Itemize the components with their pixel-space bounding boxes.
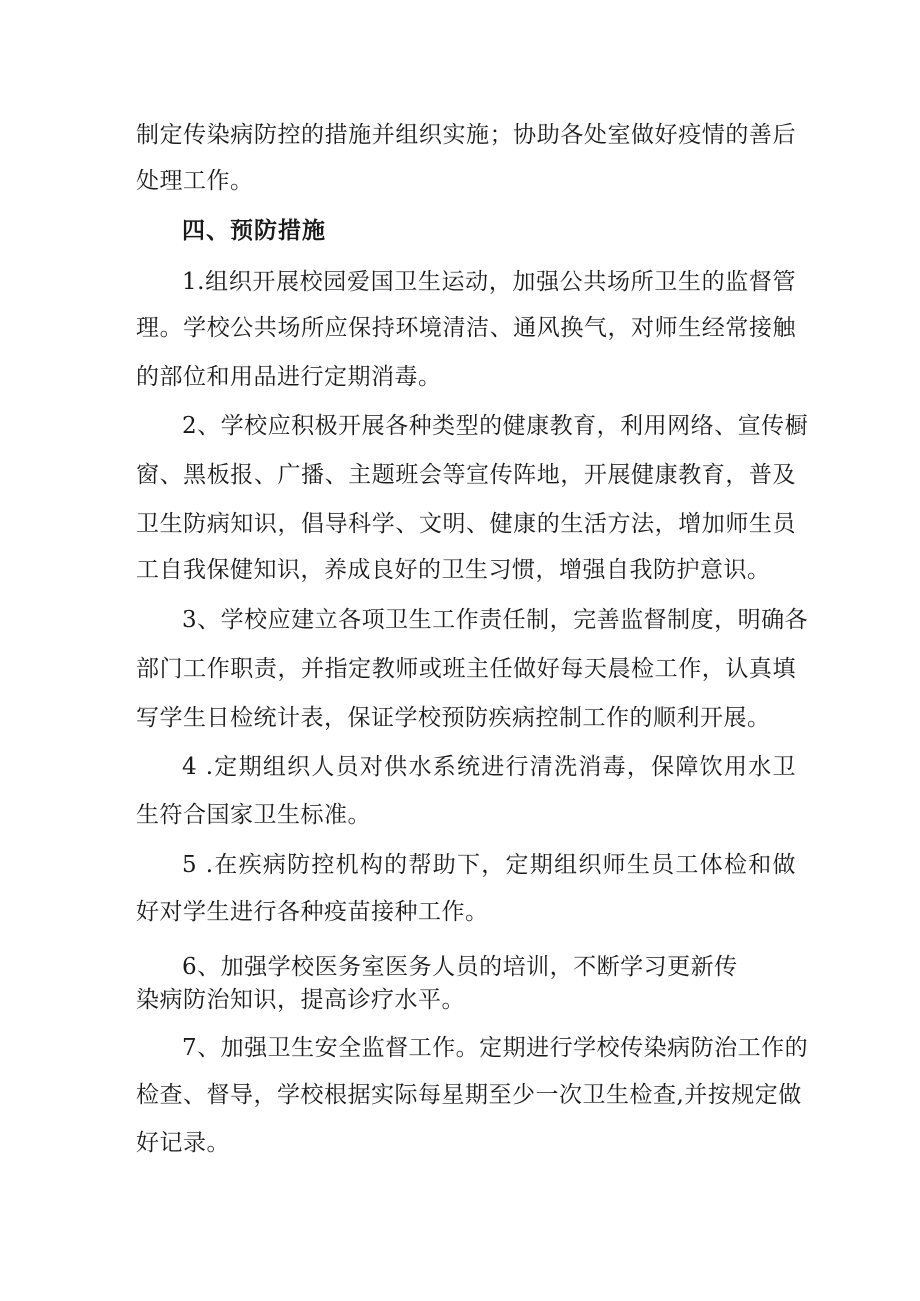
paragraph-line: 写学生日检统计表，保证学校预防疾病控制工作的顺利开展。 xyxy=(136,705,771,731)
paragraph-line: 染病防治知识，提高诊疗水平。 xyxy=(136,987,465,1013)
paragraph-line: 1.组织开展校园爱国卫生运动，加强公共场所卫生的监督管 xyxy=(182,269,796,295)
paragraph-line: 好对学生进行各种疫苗接种工作。 xyxy=(136,899,489,925)
paragraph-line: 好记录。 xyxy=(136,1130,230,1156)
section-heading: 四、预防措施 xyxy=(182,218,326,244)
paragraph-line: 卫生防病知识，倡导科学、文明、健康的生活方法，增加师生员 xyxy=(136,511,796,537)
paragraph-line: 生符合国家卫生标准。 xyxy=(136,802,371,828)
paragraph-line: 7、加强卫生安全监督工作。定期进行学校传染病防治工作的 xyxy=(182,1035,809,1061)
intro-line: 处理工作。 xyxy=(136,168,254,194)
paragraph-line: 窗、黑板报、广播、主题班会等宣传阵地，开展健康教育，普及 xyxy=(136,462,796,488)
intro-line: 制定传染病防控的措施并组织实施；协助各处室做好疫情的善后 xyxy=(136,122,796,148)
paragraph-line: 检查、督导，学校根据实际每星期至少一次卫生检查,并按规定做 xyxy=(136,1082,802,1108)
paragraph-line: 6、加强学校医务室医务人员的培训，不断学习更新传 xyxy=(182,954,738,980)
paragraph-line: 部门工作职责，并指定教师或班主任做好每天晨检工作，认真填 xyxy=(136,656,796,682)
paragraph-line: 4 .定期组织人员对供水系统进行清洗消毒，保障饮用水卫 xyxy=(182,754,796,780)
paragraph-line: 理。学校公共场所应保持环境清洁、通风换气，对师生经常接触 xyxy=(136,315,796,341)
paragraph-line: 2、学校应积极开展各种类型的健康教育，利用网络、宣传橱 xyxy=(182,413,809,439)
paragraph-line: 3、学校应建立各项卫生工作责任制，完善监督制度，明确各 xyxy=(182,607,809,633)
paragraph-line: 的部位和用品进行定期消毒。 xyxy=(136,364,442,390)
paragraph-line: 5 .在疾病防控机构的帮助下，定期组织师生员工体检和做 xyxy=(182,852,796,878)
paragraph-line: 工自我保健知识，养成良好的卫生习惯，增强自我防护意识。 xyxy=(136,557,771,583)
